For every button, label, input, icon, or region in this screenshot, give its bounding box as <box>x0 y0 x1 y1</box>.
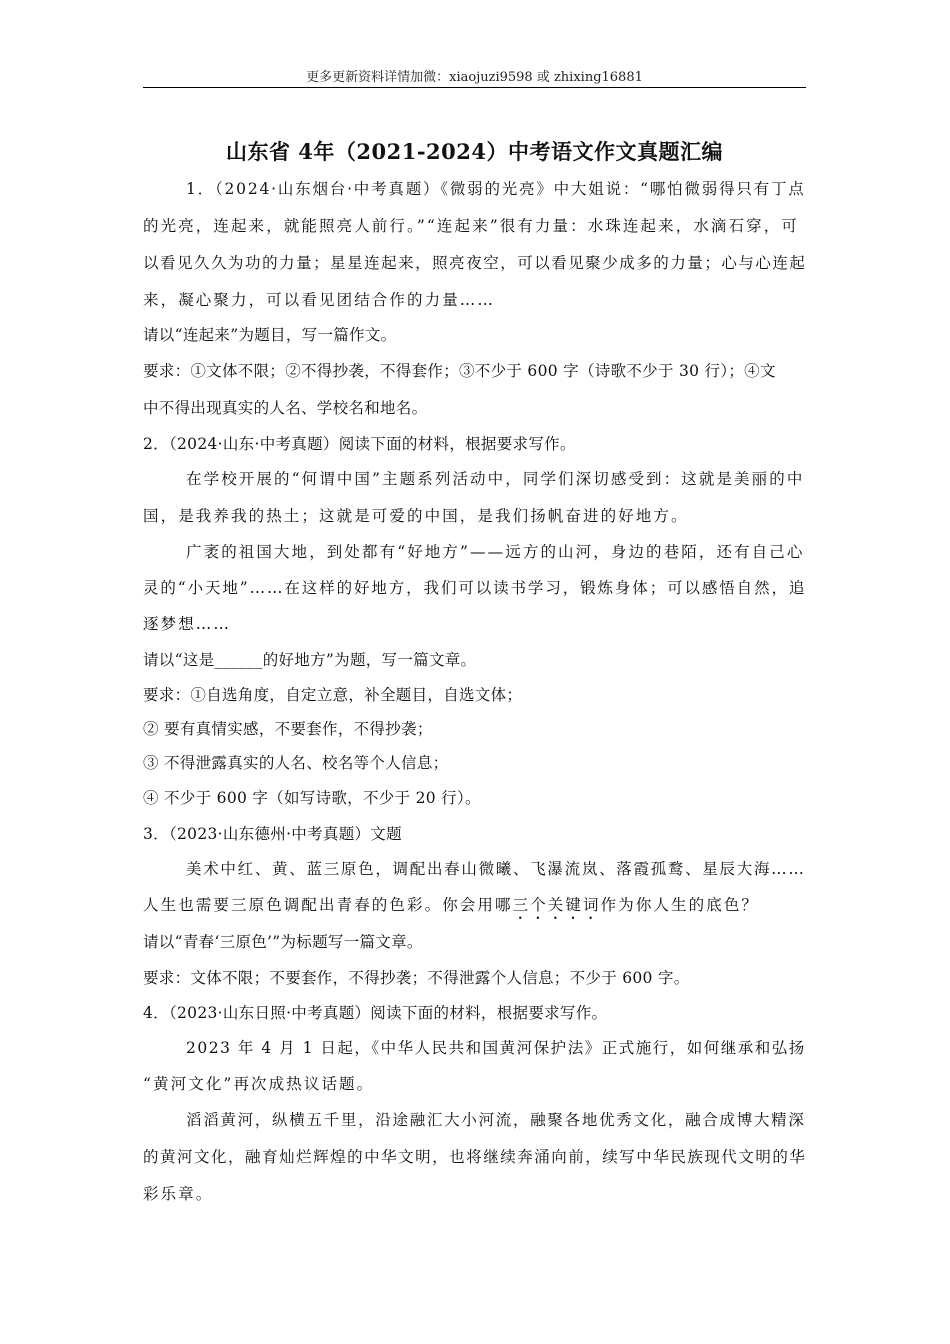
q2-material-3: 广袤的祖国大地，到处都有“好地方”——远方的山河，身边的巷陌，还有自己心 <box>186 543 805 561</box>
page-header: 更多更新资料详情加微：xiaojuzi9598 或 zhixing16881 <box>306 70 643 85</box>
q2-heading: 2．（2024·山东·中考真题）阅读下面的材料，根据要求写作。 <box>143 435 576 453</box>
q4-heading: 4．（2023·山东日照·中考真题）阅读下面的材料，根据要求写作。 <box>143 1004 608 1022</box>
q2-material-1: 在学校开展的“何谓中国”主题系列活动中，同学们深切感受到：这就是美丽的中 <box>186 470 805 488</box>
q3-prompt: 请以“青春‘三原色’”为标题写一篇文章。 <box>143 933 423 951</box>
q2-requirement-1: 要求：①自选角度，自定立意，补全题目，自选文体； <box>143 686 523 704</box>
q2-requirement-4: ④ 不少于 600 字（如写诗歌，不少于 20 行）。 <box>143 789 481 807</box>
q3-requirement: 要求：文体不限；不要套作，不得抄袭；不得泄露个人信息；不少于 600 字。 <box>143 969 690 987</box>
q4-material-2: “黄河文化”再次成热议话题。 <box>143 1075 375 1093</box>
q3-material-2 <box>143 893 759 923</box>
q4-material-4: 的黄河文化，融育灿烂辉煌的中华文明，也将继续奔涌向前，续写中华民族现代文明的华 <box>143 1148 807 1166</box>
q1-requirement-1: 要求：①文体不限；②不得抄袭，不得套作；③不少于 600 字（诗歌不少于 30 行）；④文 <box>143 362 776 380</box>
q3-material-2-start: 人生也需要三原色调配出青春的色彩。你会用哪 <box>143 896 513 914</box>
q3-emphasis-keywords: 三个关键词 <box>512 896 601 914</box>
q3-heading: 3．（2023·山东德州·中考真题）文题 <box>143 825 402 843</box>
q1-line-1: 1．（2024·山东烟台·中考真题）《微弱的光亮》中大姐说：“哪怕微弱得只有丁点 <box>186 180 806 198</box>
q1-line-3: 以看见久久为功的力量；星星连起来，照亮夜空，可以看见聚少成多的力量；心与心连起 <box>143 254 807 272</box>
q3-material-2-end: 作为你人生的底色？ <box>600 896 760 914</box>
q2-prompt: 请以“这是______的好地方”为题，写一篇文章。 <box>143 651 477 669</box>
q1-line-2: 的光亮，连起来，就能照亮人前行。”“连起来”很有力量：水珠连起来，水滴石穿，可 <box>143 217 799 235</box>
q4-material-5: 彩乐章。 <box>143 1185 214 1203</box>
q2-material-2: 国，是我养我的热土；这就是可爱的中国，是我们扬帆奋进的好地方。 <box>143 507 689 525</box>
q1-prompt: 请以“连起来”为题目，写一篇作文。 <box>143 326 397 344</box>
q1-line-4: 来，凝心聚力，可以看见团结合作的力量…… <box>143 291 496 309</box>
q2-material-4: 灵的“小天地”……在这样的好地方，我们可以读书学习，锻炼身体；可以感悟自然，追 <box>143 579 807 597</box>
q2-material-5: 逐梦想…… <box>143 615 232 633</box>
q2-requirement-3: ③ 不得泄露真实的人名、校名等个人信息； <box>143 754 449 772</box>
q3-material-1: 美术中红、黄、蓝三原色，调配出春山微曦、飞瀑流岚、落霞孤鹜、星辰大海…… <box>186 860 806 878</box>
q4-material-3: 滔滔黄河，纵横五千里，沿途融汇大小河流，融聚各地优秀文化，融合成博大精深 <box>186 1111 806 1129</box>
header-rule <box>143 87 806 88</box>
q4-material-1: 2023 年 4 月 1 日起，《中华人民共和国黄河保护法》正式施行，如何继承和弘扬 <box>186 1039 806 1057</box>
q1-requirement-2: 中不得出现真实的人名、学校名和地名。 <box>143 399 428 417</box>
q2-requirement-2: ② 要有真情实感，不要套作，不得抄袭； <box>143 720 433 738</box>
document-title: 山东省 4年（2021-2024）中考语文作文真题汇编 <box>225 139 724 164</box>
